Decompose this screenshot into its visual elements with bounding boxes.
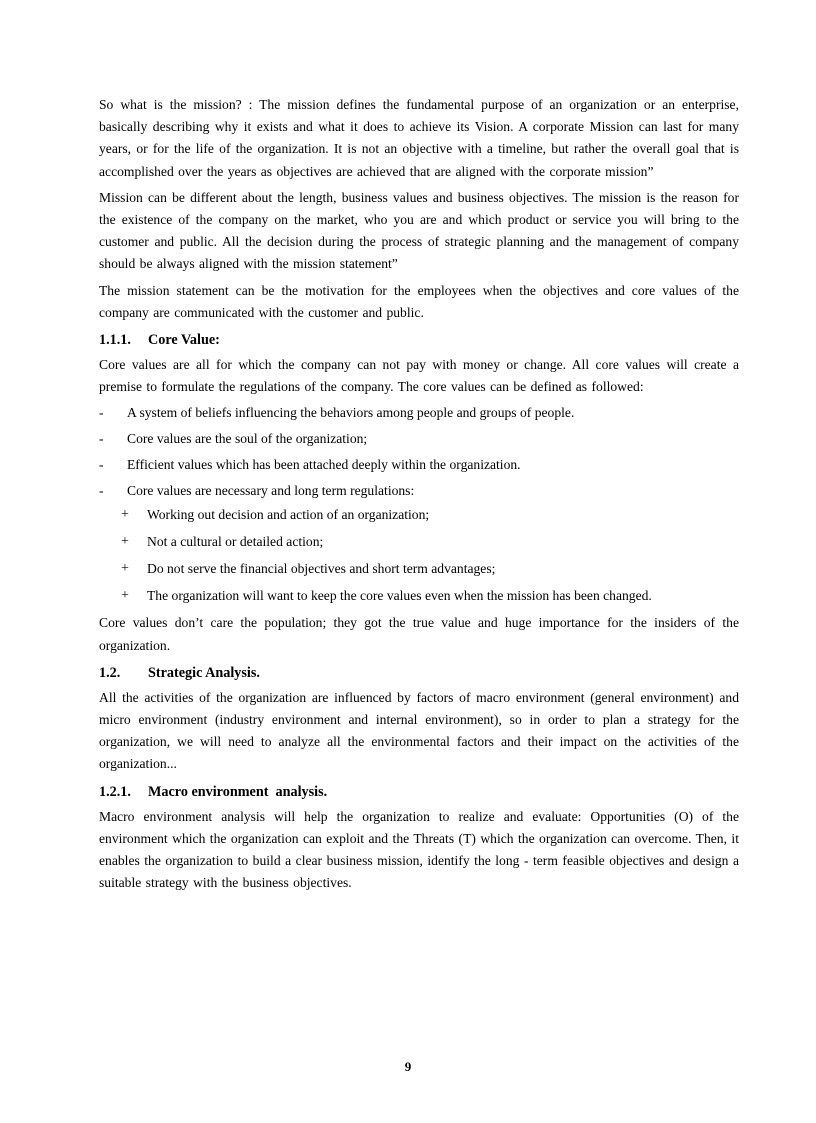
- core-values-list: [99, 400, 739, 504]
- plus-bullet: +: [121, 588, 129, 604]
- dash-bullet: -: [99, 483, 104, 499]
- dash-bullet: -: [99, 405, 104, 421]
- heading-macro-environment: [99, 781, 739, 803]
- heading-title: Strategic Analysis.: [148, 664, 260, 681]
- list-item: [99, 478, 739, 504]
- paragraph-mission-motivation: The mission statement can be the motivation for the employees when the objectives and core values of the company are communicated with the customer and public.: [99, 282, 739, 320]
- paragraph-macro-analysis: Macro environment analysis will help the organization to realize and evaluate: Opportunities (O) of the environment which the organization can exploit and the Threats (T) which the organization can overcome. Then, it enables the organization to build a clear business mission, identify the long - term feasible objectives and design a suitable strategy with the business objectives.: [99, 808, 739, 891]
- list-item-text: Core values are the soul of the organization;: [127, 431, 368, 447]
- list-item: [99, 426, 739, 452]
- paragraph-core-values-closing: Core values don’t care the population; they got the true value and huge importance for the insiders of the organization.: [99, 615, 739, 653]
- paragraph-strategic-analysis: All the activities of the organization are influenced by factors of macro environment (general environment) and micro environment (industry environment and internal environment), so in order to plan a strategy for the organization, we will need to analyze all the environmental factors and their impact on the activities of the organization...: [99, 689, 739, 772]
- list-item-text: Core values are necessary and long term regulations:: [127, 483, 415, 499]
- sublist-item-text: The organization will want to keep the core values even when the mission has been changed.: [147, 588, 652, 604]
- heading-strategic-analysis: [99, 662, 739, 684]
- heading-number: 1.2.: [99, 664, 121, 681]
- plus-bullet: +: [121, 534, 129, 550]
- heading-number: 1.2.1.: [99, 783, 131, 800]
- plus-bullet: +: [121, 561, 129, 577]
- sublist-item-text: Not a cultural or detailed action;: [147, 534, 324, 550]
- list-item: [99, 452, 739, 478]
- dash-bullet: -: [99, 431, 104, 447]
- sublist-item-text: Working out decision and action of an organization;: [147, 507, 430, 523]
- sublist-item: [121, 504, 739, 526]
- paragraph-mission-difference: Mission can be different about the length, business values and business objectives. The mission is the reason for the existence of the company on the market, who you are and which product or service you will bring to the customer and public. All the decision during the process of strategic planning and the management of company should be always aligned with the mission statement”: [99, 189, 739, 272]
- list-item: [99, 400, 739, 426]
- plus-bullet: +: [121, 507, 129, 523]
- regulations-sublist: [99, 504, 739, 607]
- paragraph-mission-definition: So what is the mission? : The mission defines the fundamental purpose of an organization or an enterprise, basically describing why it exists and what it does to achieve its Vision. A corporate Mission can last for many years, or for the life of the organization. It is not an objective with a timeline, but rather the overall goal that is accomplished over the years as objectives are achieved that are aligned with the corporate mission”: [99, 97, 739, 179]
- sublist-item: [121, 558, 739, 580]
- heading-number: 1.1.1.: [99, 332, 131, 349]
- paragraph-core-values-intro: Core values are all for which the company can not pay with money or change. All core values will create a premise to formulate the regulations of the company. The core values can be defined as followed:: [99, 357, 739, 395]
- sublist-item: [121, 585, 739, 607]
- list-item-text: A system of beliefs influencing the behaviors among people and groups of people.: [127, 405, 575, 421]
- page-number: 9: [404, 1059, 412, 1074]
- heading-title: Core Value:: [148, 332, 220, 349]
- sublist-item: [121, 531, 739, 553]
- heading-core-value: [99, 329, 739, 351]
- heading-title: Macro environment analysis.: [148, 783, 328, 800]
- list-item-text: Efficient values which has been attached deeply within the organization.: [127, 457, 521, 473]
- sublist-item-text: Do not serve the financial objectives and short term advantages;: [147, 561, 496, 577]
- document-page: [99, 94, 739, 894]
- dash-bullet: -: [99, 457, 104, 473]
